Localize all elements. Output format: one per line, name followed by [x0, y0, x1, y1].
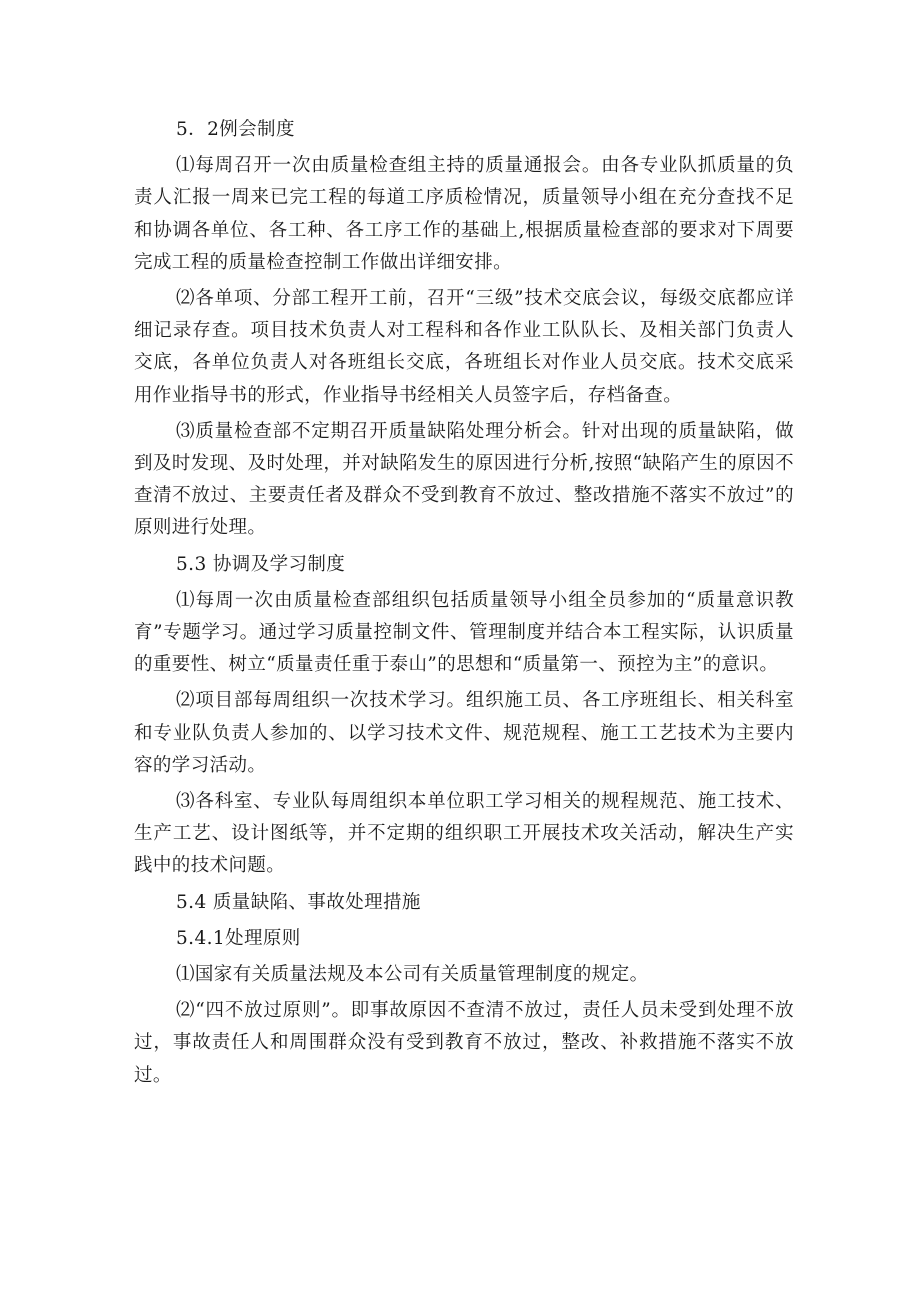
paragraph-5-3-2: ⑵项目部每周组织一次技术学习。组织施工员、各工序班组长、相关科室和专业队负责人参加的、以学习技术文件、规范规程、施工工艺技术为主要内容的学习活动。	[134, 690, 794, 776]
section-heading-5-4: 5.4 质量缺陷、事故处理措施	[176, 891, 421, 913]
section-heading-5-2: 5．2例会制度	[176, 119, 295, 140]
subsection-heading-5-4-1: 5.4.1处理原则	[176, 927, 301, 949]
paragraph-5-2-2: ⑵各单项、分部工程开工前，召开“三级”技术交底会议，每级交底都应详细记录存查。项目技术负责人对工程科和各作业工队队长、及相关部门负责人交底，各单位负责人对各班组长交底，各班组长对作业人员交底。技术交底采用作业指导书的形式，作业指导书经相关人员签字后，存档备查。	[134, 288, 794, 406]
paragraph-5-2-3: ⑶质量检查部不定期召开质量缺陷处理分析会。针对出现的质量缺陷，做到及时发现、及时处理，并对缺陷发生的原因进行分析,按照“缺陷产生的原因不查清不放过、主要责任者及群众不受到教育不放过、整改措施不落实不放过”的原则进行处理。	[134, 420, 794, 539]
paragraph-5-2-1: ⑴每周召开一次由质量检查组主持的质量通报会。由各专业队抓质量的负责人汇报一周来已完工程的每道工序质检情况，质量领导小组在充分查找不足和协调各单位、各工种、各工序工作的基础上,根据质量检查部的要求对下周要完成工程的质量检查控制工作做出详细安排。	[134, 155, 794, 273]
document-body	[134, 114, 794, 1096]
paragraph-5-3-3: ⑶各科室、专业队每周组织本单位职工学习相关的规程规范、施工技术、生产工艺、设计图纸等，并不定期的组织职工开展技术攻关活动，解决生产实践中的技术问题。	[134, 791, 794, 877]
paragraph-5-4-1-1: ⑴国家有关质量法规及本公司有关质量管理制度的规定。	[176, 964, 649, 986]
paragraph-5-3-1: ⑴每周一次由质量检查部组织包括质量领导小组全员参加的“质量意识教育”专题学习。通过学习质量控制文件、管理制度并结合本工程实际，认识质量的重要性、树立“质量责任重于泰山”的思想和“质量第一、预控为主”的意识。	[134, 589, 794, 676]
paragraph-5-4-1-2: ⑵“四不放过原则”。即事故原因不查清不放过，责任人员未受到处理不放过，事故责任人和周围群众没有受到教育不放过，整改、补救措施不落实不放过。	[134, 1000, 794, 1086]
section-heading-5-3: 5.3 协调及学习制度	[176, 553, 346, 575]
